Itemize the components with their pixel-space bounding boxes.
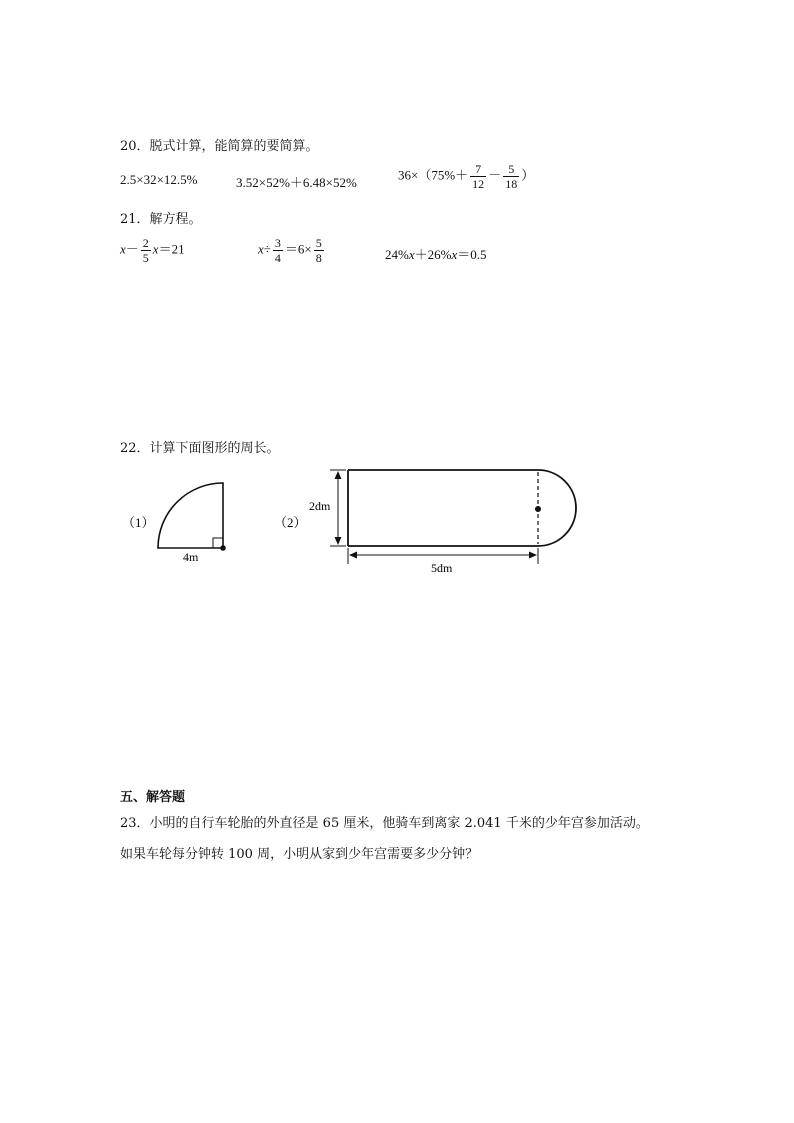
q20-expr-1: 2.5×32×12.5% <box>120 172 198 187</box>
term: ＋26% <box>414 247 452 262</box>
var-x: x <box>408 247 415 262</box>
figure-2-label: （2） <box>274 515 307 530</box>
denominator: 5 <box>142 251 149 265</box>
arrow-up-icon <box>335 471 342 479</box>
arrow-left-icon <box>349 552 357 559</box>
denominator: 18 <box>505 177 518 191</box>
q23-line-2: 如果车轮每分钟转 100 周，小明从家到少年宫需要多少分钟？ <box>120 847 479 862</box>
var-x: x <box>152 241 159 257</box>
figure-1-label: （1） <box>122 515 155 530</box>
numerator: 5 <box>503 162 519 177</box>
equation-rest: ＝0.5 <box>457 247 487 262</box>
arrow-down-icon <box>335 537 342 545</box>
close-paren: ） <box>521 167 535 183</box>
divide-sign: ÷ <box>263 241 271 257</box>
denominator: 4 <box>274 251 281 265</box>
denominator: 8 <box>315 251 322 265</box>
q21-title: 21．解方程。 <box>120 212 202 227</box>
equation-rest: ＝21 <box>158 241 185 257</box>
numerator: 5 <box>315 236 322 250</box>
center-dot <box>220 545 226 551</box>
q20-expr-2: 3.52×52%＋6.48×52% <box>236 175 357 190</box>
denominator: 12 <box>472 177 485 191</box>
term: 24% <box>385 247 409 262</box>
center-dot <box>535 506 541 512</box>
q23-line-1: 23．小明的自行车轮胎的外直径是 65 厘米，他骑车到离家 2.041 千米的少年宫参加活动。 <box>120 816 649 831</box>
q20-title: 20．脱式计算，能简算的要简算。 <box>120 139 319 154</box>
var-x: x <box>258 241 264 257</box>
figure-1-quarter-circle <box>158 483 226 551</box>
semicircle-arc <box>538 470 576 546</box>
figure-2-shape <box>330 470 576 564</box>
minus-sign: － <box>488 167 502 183</box>
numerator: 2 <box>142 236 149 250</box>
var-x: x <box>120 241 126 257</box>
section-5-heading: 五、解答题 <box>120 790 186 805</box>
minus-sign: － <box>125 241 139 257</box>
numerator: 7 <box>470 162 486 177</box>
equation-rest: ＝6× <box>284 241 312 257</box>
q20-expr-3-pre: 36×（75%＋ <box>398 167 469 183</box>
figure-2-height-label: 2dm <box>309 499 331 513</box>
figure-1-radius-label: 4m <box>183 550 199 564</box>
figure-2-width-label: 5dm <box>431 561 453 575</box>
numerator: 3 <box>274 236 281 250</box>
var-x: x <box>451 247 458 262</box>
q22-title: 22．计算下面图形的周长。 <box>120 441 280 456</box>
arrow-right-icon <box>529 552 537 559</box>
